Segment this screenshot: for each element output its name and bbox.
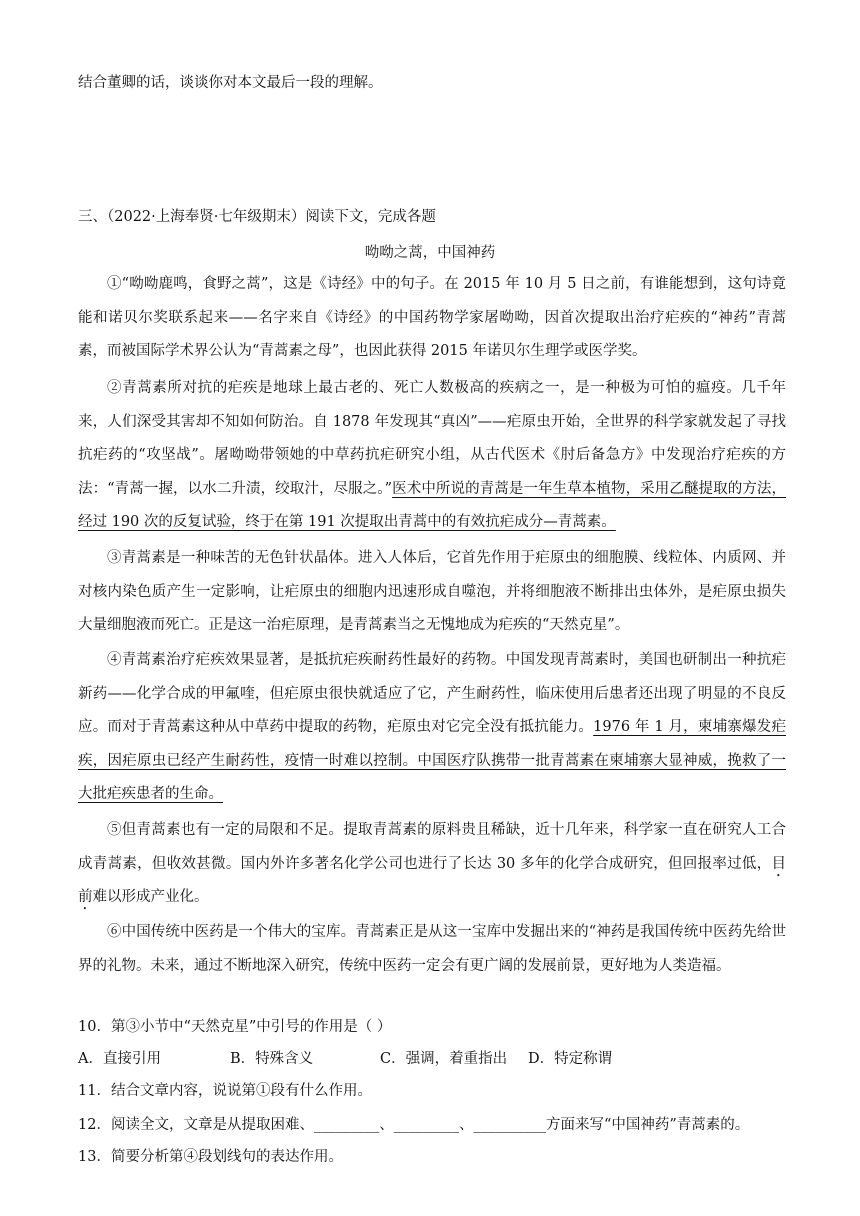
- paragraph-2-text: ②青蒿素所对抗的疟疾是地球上最古老的、死亡人数极高的疾病之一，是一种极为可怕的瘟疫。几千年来，人们深受其害却不知如何防治。自 1878 年发现其“真凶”——疟原虫开始，全世界的科学家就发起了寻找抗疟药的“攻坚战”。屠呦呦带领她的中草药抗疟研究小组，从古代医术《肘后备急方》中发现治疗疟疾的方法：“青蒿一握，以水二升渍，绞取汁，尽服之。”: [78, 380, 786, 497]
- question-10-options: [78, 1048, 786, 1070]
- question-11: 11．结合文章内容，说说第①段有什么作用。: [78, 1083, 372, 1099]
- question-12: 12．阅读全文，文章是从提取困难、_________、_________、__________方面来写“中国神药”青蒿素的。: [78, 1117, 750, 1133]
- paragraph-2-underlined-sentence: 医术中所说的青蒿是一年生草本植物，采用乙醚提取的方法，经过 190 次的反复试验，终于在第 191 次提取出青蒿中的有效抗疟成分—青蒿素。: [78, 480, 786, 530]
- article-title: 呦呦之蒿，中国神药: [364, 245, 496, 261]
- option-a: A．直接引用: [78, 1051, 161, 1067]
- paragraph-6: ⑥中国传统中医药是一个伟大的宝库。青蒿素正是从这一宝库中发掘出来的“神药是我国传统中医药先给世界的礼物。未来，通过不断地深入研究，传统中医药一定会有更广阔的发展前景，更好地为人类造福。: [78, 924, 786, 974]
- paragraph-5: [78, 814, 786, 915]
- paragraph-5-dotted-word: 目前: [78, 855, 786, 905]
- option-c: C．强调，着重指出: [380, 1051, 508, 1067]
- option-b: B．特殊含义: [230, 1051, 314, 1067]
- paragraph-4: [78, 644, 786, 812]
- paragraph-2: [78, 372, 786, 540]
- section-header: 三、（2022·上海奉贤·七年级期末）阅读下文，完成各题: [78, 209, 436, 225]
- paragraph-4-text: ④青蒿素治疗疟疾效果显著，是抵抗疟疾耐药性最好的药物。中国发现青蒿素时，美国也研制出一种抗疟新药——化学合成的甲氟喹，但疟原虫很快就适应了它，产生耐药性，临床使用后患者还出现了明显的不良反应。而对于青蒿素这种从中草药中提取的药物，疟原虫对它完全没有抵抗能力。: [78, 652, 786, 735]
- option-d: D．特定称谓: [528, 1051, 613, 1067]
- paragraph-3: ③青蒿素是一种味苦的无色针状晶体。进入人体后，它首先作用于疟原虫的细胞膜、线粒体、内质网、并对核内染色质产生一定影响，让疟原虫的细胞内迅速形成自噬泡，并将细胞液不断排出虫体外，是疟原虫损失大量细胞液而死亡。正是这一治疟原理，是青蒿素当之无愧地成为疟疾的“天然克星”。: [78, 550, 786, 633]
- paragraph-4-underlined-sentence: 1976 年 1 月，柬埔寨爆发疟疾，因疟原虫已经产生耐药性，疫情一时难以控制。中国医疗队携带一批青蒿素在柬埔寨大显神威，挽救了一大批疟疾患者的生命。: [78, 719, 786, 802]
- question-13: 13．简要分析第④段划线句的表达作用。: [78, 1149, 343, 1165]
- paragraph-1: ①“呦呦鹿鸣，食野之蒿”，这是《诗经》中的句子。在 2015 年 10 月 5 日之前，有谁能想到，这句诗竟能和诺贝尔奖联系起来——名字来自《诗经》的中国药物学家屠呦呦，因首次提取出治疗疟疾的“神药”青蒿素，而被国际学术界公认为“青蒿素之母”，也因此获得 2015 年诺贝尔生理学或医学奖。: [78, 276, 786, 359]
- paragraph-5-text: ⑤但青蒿素也有一定的局限和不足。提取青蒿素的原料贵且稀缺，近十几年来，科学家一直在研究人工合成青蒿素，但收效甚微。国内外许多著名化学公司也进行了长达 30 多年的化学合成研究，但回报率过低，: [78, 822, 786, 872]
- question-10: 10．第③小节中“天然克星”中引号的作用是（ ）: [78, 1019, 392, 1035]
- paragraph-5-text-end: 难以形成产业化。: [92, 889, 209, 905]
- previous-question: 结合董卿的话，谈谈你对本文最后一段的理解。: [78, 75, 383, 91]
